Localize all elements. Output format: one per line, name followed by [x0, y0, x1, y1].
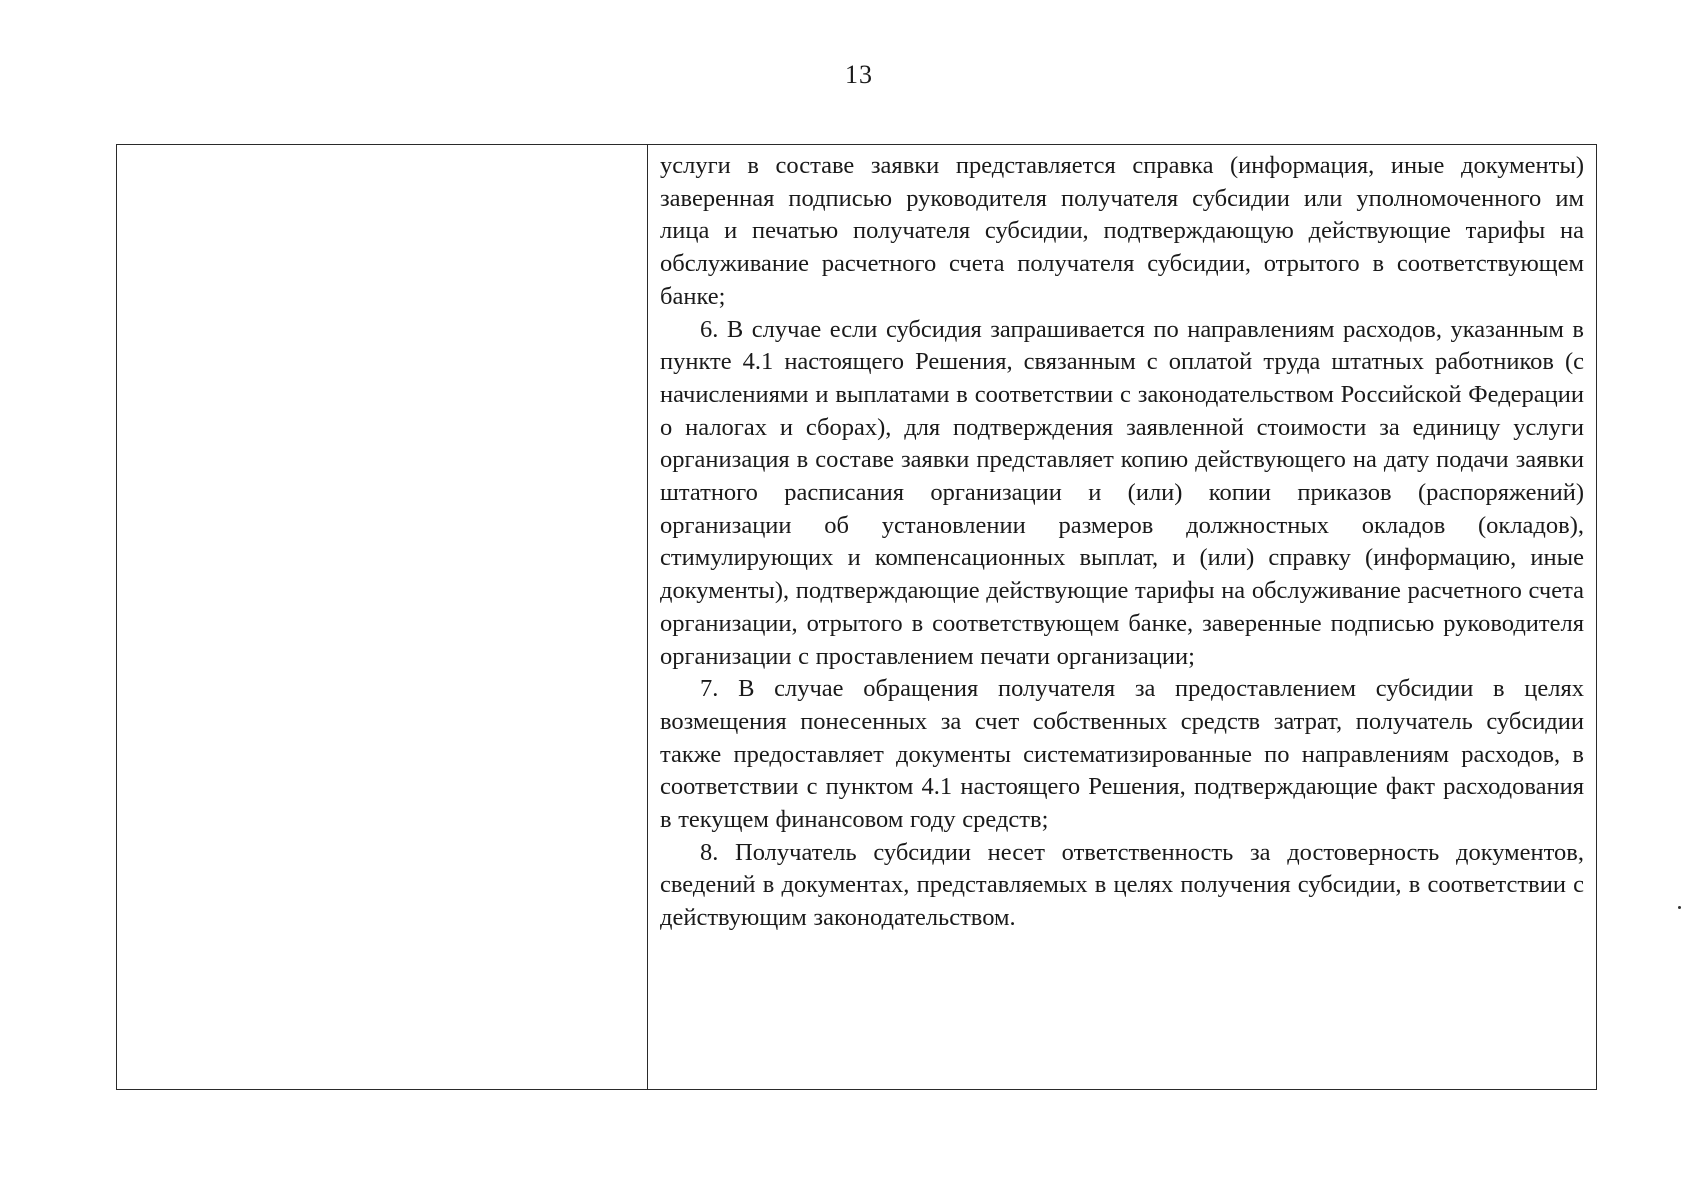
page-number: 13	[845, 60, 873, 89]
paragraph-item-7: 7. В случае обращения получателя за предоставлением субсидии в целях возмещения понесенных за счет собственных средств затрат, получатель субсидии также предоставляет документы систематизированные по направлениям расходов, в соответствии с пунктом 4.1 настоящего Решения, подтверждающие факт расходования в текущем финансовом году средств;	[660, 675, 1584, 834]
paragraph-item-8: 8. Получатель субсидии несет ответственность за достоверность документов, сведений в документах, представляемых в целях получения субсидии, в соответствии с действующим законодательством.	[660, 838, 1584, 932]
paragraph-item-6: 6. В случае если субсидия запрашивается по направлениям расходов, указанным в пункте 4.1 настоящего Решения, связанным с оплатой труда штатных работников (с начислениями и выплатами в соответствии с законодательством Российской Федерации о налогах и сборах), для подтверждения заявленной стоимости за единицу услуги организация в составе заявки представляет копию действующего на дату подачи заявки штатного расписания организации и (или) копии приказов (распоряжений) организации об установлении размеров должностных окладов (окладов), стимулирующих и компенсационных выплат, и (или) справку (информацию, иные документы), подтверждающие действующие тарифы на обслуживание расчетного счета организации, отрытого в соответствующем банке, заверенные подписью руководителя организации с проставлением печати организации;	[660, 315, 1584, 670]
scan-speck	[1678, 906, 1681, 909]
table-right-cell	[648, 145, 1596, 1089]
table-left-cell	[117, 145, 648, 1089]
document-table	[116, 144, 1597, 1090]
paragraph-continuation: услуги в составе заявки представляется справка (информация, иные документы) заверенная подписью руководителя получателя субсидии или уполномоченного им лица и печатью получателя субсидии, подтверждающую действующие тарифы на обслуживание расчетного счета получателя субсидии, отрытого в соответствующем банке;	[660, 152, 1584, 310]
